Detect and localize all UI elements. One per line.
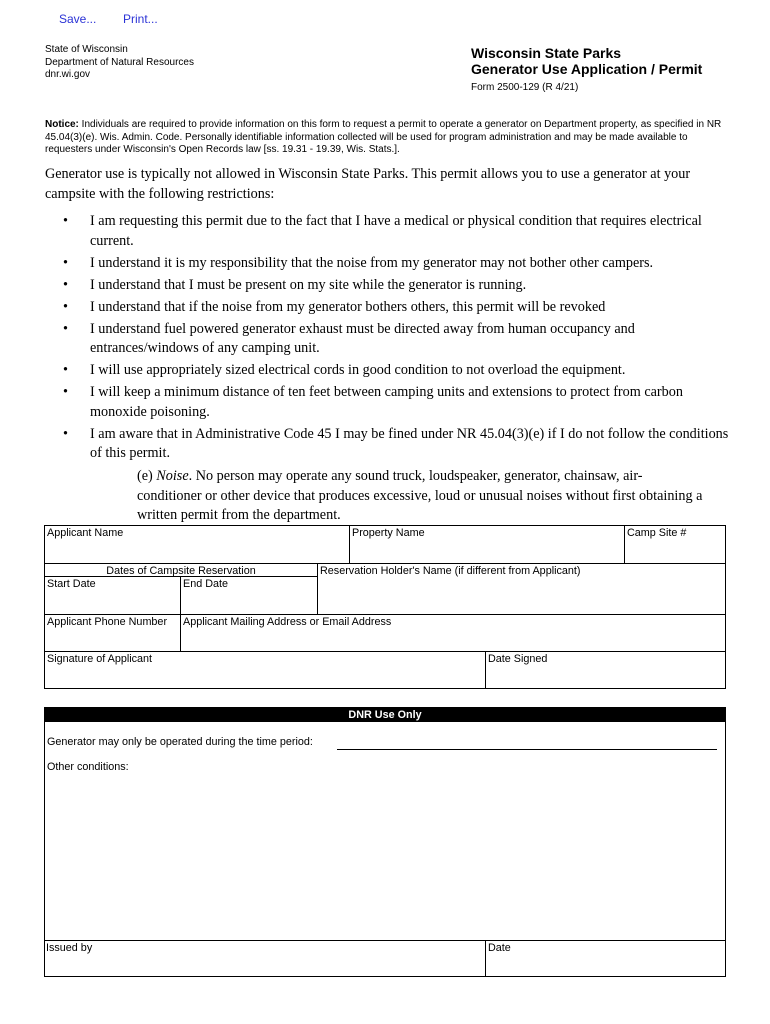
end-date-label: End Date bbox=[183, 578, 229, 590]
address-field[interactable] bbox=[180, 614, 726, 652]
list-item bbox=[45, 298, 735, 318]
form-title-line2: Generator Use Application / Permit bbox=[471, 61, 703, 77]
list-item bbox=[45, 383, 735, 422]
applicant-name-field[interactable] bbox=[44, 525, 350, 564]
address-label: Applicant Mailing Address or Email Address bbox=[183, 616, 392, 628]
issued-by-field[interactable] bbox=[44, 940, 486, 977]
form-title-line1: Wisconsin State Parks bbox=[471, 45, 622, 61]
dnr-date-field[interactable] bbox=[485, 940, 726, 977]
restriction-text: I understand it is my responsibility that the noise from my generator may not bother other campers. bbox=[90, 254, 654, 271]
restriction-text: I understand that I must be present on my site while the generator is running. bbox=[90, 276, 527, 293]
intro-paragraph: Generator use is typically not allowed in Wisconsin State Parks. This permit allows you to use a generator at your campsite with the following restrictions: bbox=[45, 166, 691, 202]
applicant-name-label: Applicant Name bbox=[47, 527, 124, 539]
agency-block bbox=[45, 44, 194, 82]
bullet-icon: • bbox=[63, 384, 68, 400]
form-number: Form 2500-129 (R 4/21) bbox=[471, 82, 579, 93]
dnr-use-only-box bbox=[44, 707, 726, 977]
noise-prefix: (e) bbox=[137, 468, 157, 484]
issued-by-label: Issued by bbox=[46, 942, 93, 954]
reservation-holder-field[interactable] bbox=[317, 563, 726, 615]
date-signed-field[interactable] bbox=[485, 651, 726, 689]
save-button[interactable]: Save... bbox=[59, 12, 97, 26]
print-button[interactable]: Print... bbox=[123, 12, 158, 26]
start-date-label: Start Date bbox=[47, 578, 96, 590]
bullet-icon: • bbox=[63, 425, 68, 442]
phone-field[interactable] bbox=[44, 614, 181, 652]
list-item bbox=[45, 425, 735, 464]
time-period-label: Generator may only be operated during the time period: bbox=[47, 736, 313, 748]
agency-website: dnr.wi.gov bbox=[45, 69, 91, 80]
dates-heading-label: Dates of Campsite Reservation bbox=[106, 565, 256, 577]
camp-site-field[interactable] bbox=[624, 525, 726, 564]
reservation-holder-label: Reservation Holder's Name (if different from Applicant) bbox=[320, 565, 581, 577]
signature-label: Signature of Applicant bbox=[47, 653, 153, 665]
notice-text: Individuals are required to provide information on this form to request a permit to operate a generator on Department property, as specified in NR 45.04(3)(e). Wis. Admin. Code. Personally identifiable information collected will be used for program administration and may be made available to requesters under Wisconsin's Open Records law [ss. 19.31 - 19.39, Wis. Stats.]. bbox=[45, 119, 722, 156]
camp-site-label: Camp Site # bbox=[627, 527, 687, 539]
noise-term: Noise bbox=[156, 468, 189, 484]
list-item bbox=[45, 276, 735, 296]
form-title bbox=[471, 45, 702, 77]
date-signed-label: Date Signed bbox=[488, 653, 548, 665]
signature-field[interactable] bbox=[44, 651, 486, 689]
noise-text: . No person may operate any sound truck, loudspeaker, generator, chainsaw, air-conditioner or other device that produces excessive, loud or unusual noises without first obtaining a written permit from the department. bbox=[137, 468, 703, 523]
bullet-icon: • bbox=[63, 254, 68, 271]
bullet-icon: • bbox=[63, 320, 68, 337]
time-period-input[interactable] bbox=[337, 749, 717, 750]
other-conditions-input[interactable] bbox=[47, 774, 723, 939]
start-date-field[interactable] bbox=[44, 576, 181, 615]
list-item bbox=[45, 212, 735, 251]
restriction-text: I will use appropriately sized electrical cords in good condition to not overload the equipment. bbox=[90, 362, 626, 378]
restrictions-list bbox=[45, 212, 735, 466]
property-name-label: Property Name bbox=[352, 527, 425, 539]
bullet-icon: • bbox=[63, 362, 68, 378]
bullet-icon: • bbox=[63, 213, 68, 229]
restriction-text: I am requesting this permit due to the fact that I have a medical or physical condition that requires electrical current. bbox=[90, 213, 702, 249]
property-name-field[interactable] bbox=[349, 525, 625, 564]
bullet-icon: • bbox=[63, 298, 68, 315]
restriction-text: I am aware that in Administrative Code 45 I may be fined under NR 45.04(3)(e) if I do not follow the conditions of this permit. bbox=[90, 425, 729, 461]
restriction-text: I understand fuel powered generator exhaust must be directed away from human occupancy and entrances/windows of any camping unit. bbox=[90, 320, 635, 356]
end-date-field[interactable] bbox=[180, 576, 318, 615]
notice-label: Notice: bbox=[45, 119, 79, 130]
noise-rule bbox=[137, 467, 707, 526]
list-item bbox=[45, 254, 735, 274]
other-conditions-label: Other conditions: bbox=[47, 761, 129, 773]
privacy-notice bbox=[45, 119, 725, 157]
dnr-heading: DNR Use Only bbox=[45, 708, 725, 722]
list-item bbox=[45, 361, 735, 381]
agency-state: State of Wisconsin bbox=[45, 44, 128, 55]
dates-heading bbox=[44, 563, 318, 577]
agency-department: Department of Natural Resources bbox=[45, 56, 194, 68]
dnr-date-label: Date bbox=[488, 942, 511, 954]
list-item bbox=[45, 320, 735, 359]
restriction-text: I understand that if the noise from my generator bothers others, this permit will be revoked bbox=[90, 298, 606, 315]
phone-label: Applicant Phone Number bbox=[47, 616, 168, 628]
bullet-icon: • bbox=[63, 276, 68, 293]
restriction-text: I will keep a minimum distance of ten feet between camping units and extensions to protect from carbon monoxide poisoning. bbox=[90, 384, 683, 420]
